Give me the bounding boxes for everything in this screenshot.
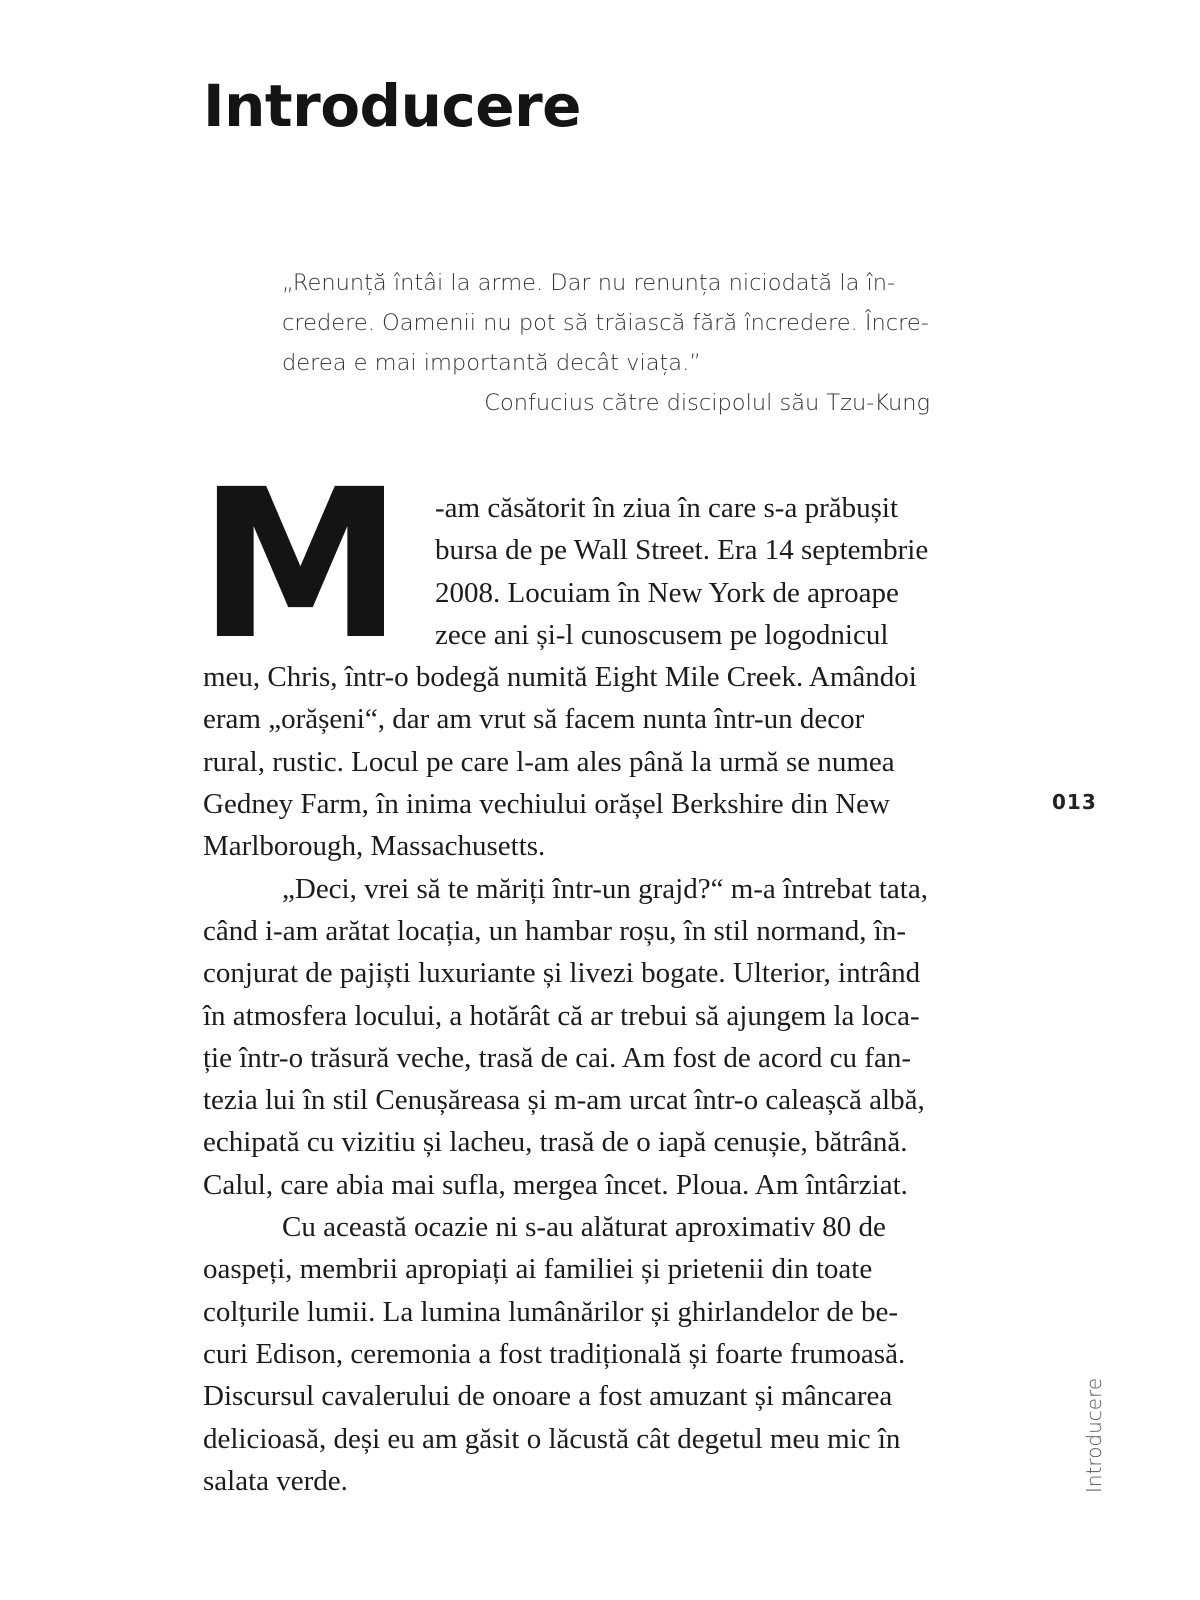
body-line: delicioasă, deși eu am găsit o lăcustă cât degetul meu mic în: [203, 1422, 901, 1455]
body-line: oaspeți, membrii apropiați ai familiei și prietenii din toate: [203, 1253, 873, 1286]
body-line: în atmosfera locului, a hotărât că ar trebui să ajungem la loca-: [203, 999, 920, 1032]
page-number: 013: [1052, 790, 1097, 814]
epigraph-line: derea e mai importantă decât viața.”: [282, 350, 701, 376]
body-text: [203, 487, 1013, 1502]
epigraph-attribution: Confucius către discipolul său Tzu-Kung: [484, 390, 930, 416]
body-line: meu, Chris, într-o bodegă numită Eight Mile Creek. Amândoi: [203, 661, 917, 694]
running-head: Introducere: [1082, 1377, 1106, 1493]
body-line: echipată cu vizitiu și lacheu, trasă de o iapă cenușie, bătrână.: [203, 1126, 908, 1159]
body-line: 2008. Locuiam în New York de aproape: [435, 576, 899, 609]
body-line: zece ani și-l cunoscusem pe logodnicul: [435, 618, 889, 651]
body-line: salata verde.: [203, 1464, 348, 1497]
body-line: rural, rustic. Locul pe care l-am ales până la urmă se numea: [203, 745, 895, 778]
body-line: când i-am arătat locația, un hambar roșu, în stil normand, în-: [203, 914, 907, 947]
drop-cap: M: [198, 445, 403, 685]
chapter-title: Introducere: [203, 72, 582, 140]
body-line: colțurile lumii. La lumina lumânărilor și ghirlandelor de be-: [203, 1295, 898, 1328]
epigraph-line: „Renunță întâi la arme. Dar nu renunța niciodată la în-: [282, 270, 896, 296]
body-line: -am căsătorit în ziua în care s-a prăbușit: [435, 492, 898, 524]
body-line: Cu această ocazie ni s-au alăturat aproximativ 80 de: [282, 1211, 886, 1244]
body-line: conjurat de pajiști luxuriante și livezi bogate. Ulterior, intrând: [203, 957, 921, 990]
body-line: Discursul cavalerului de onoare a fost amuzant și mâncarea: [203, 1380, 893, 1413]
body-line: ție într-o trăsură veche, trasă de cai. Am fost de acord cu fan-: [203, 1041, 911, 1074]
body-line: tezia lui în stil Cenușăreasa și m-am urcat într-o caleașcă albă,: [203, 1084, 925, 1117]
epigraph: [282, 263, 932, 423]
body-line: Marlborough, Massachusetts.: [203, 830, 546, 863]
body-line: bursa de pe Wall Street. Era 14 septembrie: [435, 534, 929, 567]
body-line: Gedney Farm, în inima vechiului orășel Berkshire din New: [203, 788, 890, 821]
body-line: eram „orășeni“, dar am vrut să facem nunta într-un decor: [203, 703, 865, 736]
body-line: curi Edison, ceremonia a fost tradițională și foarte frumoasă.: [203, 1337, 906, 1370]
epigraph-line: credere. Oamenii nu pot să trăiască fără încredere. Încre-: [282, 310, 929, 336]
body-line: „Deci, vrei să te măriți într-un grajd?“ m-a întrebat tata,: [282, 872, 928, 905]
body-line: Calul, care abia mai sufla, mergea încet. Ploua. Am întârziat.: [203, 1168, 908, 1201]
